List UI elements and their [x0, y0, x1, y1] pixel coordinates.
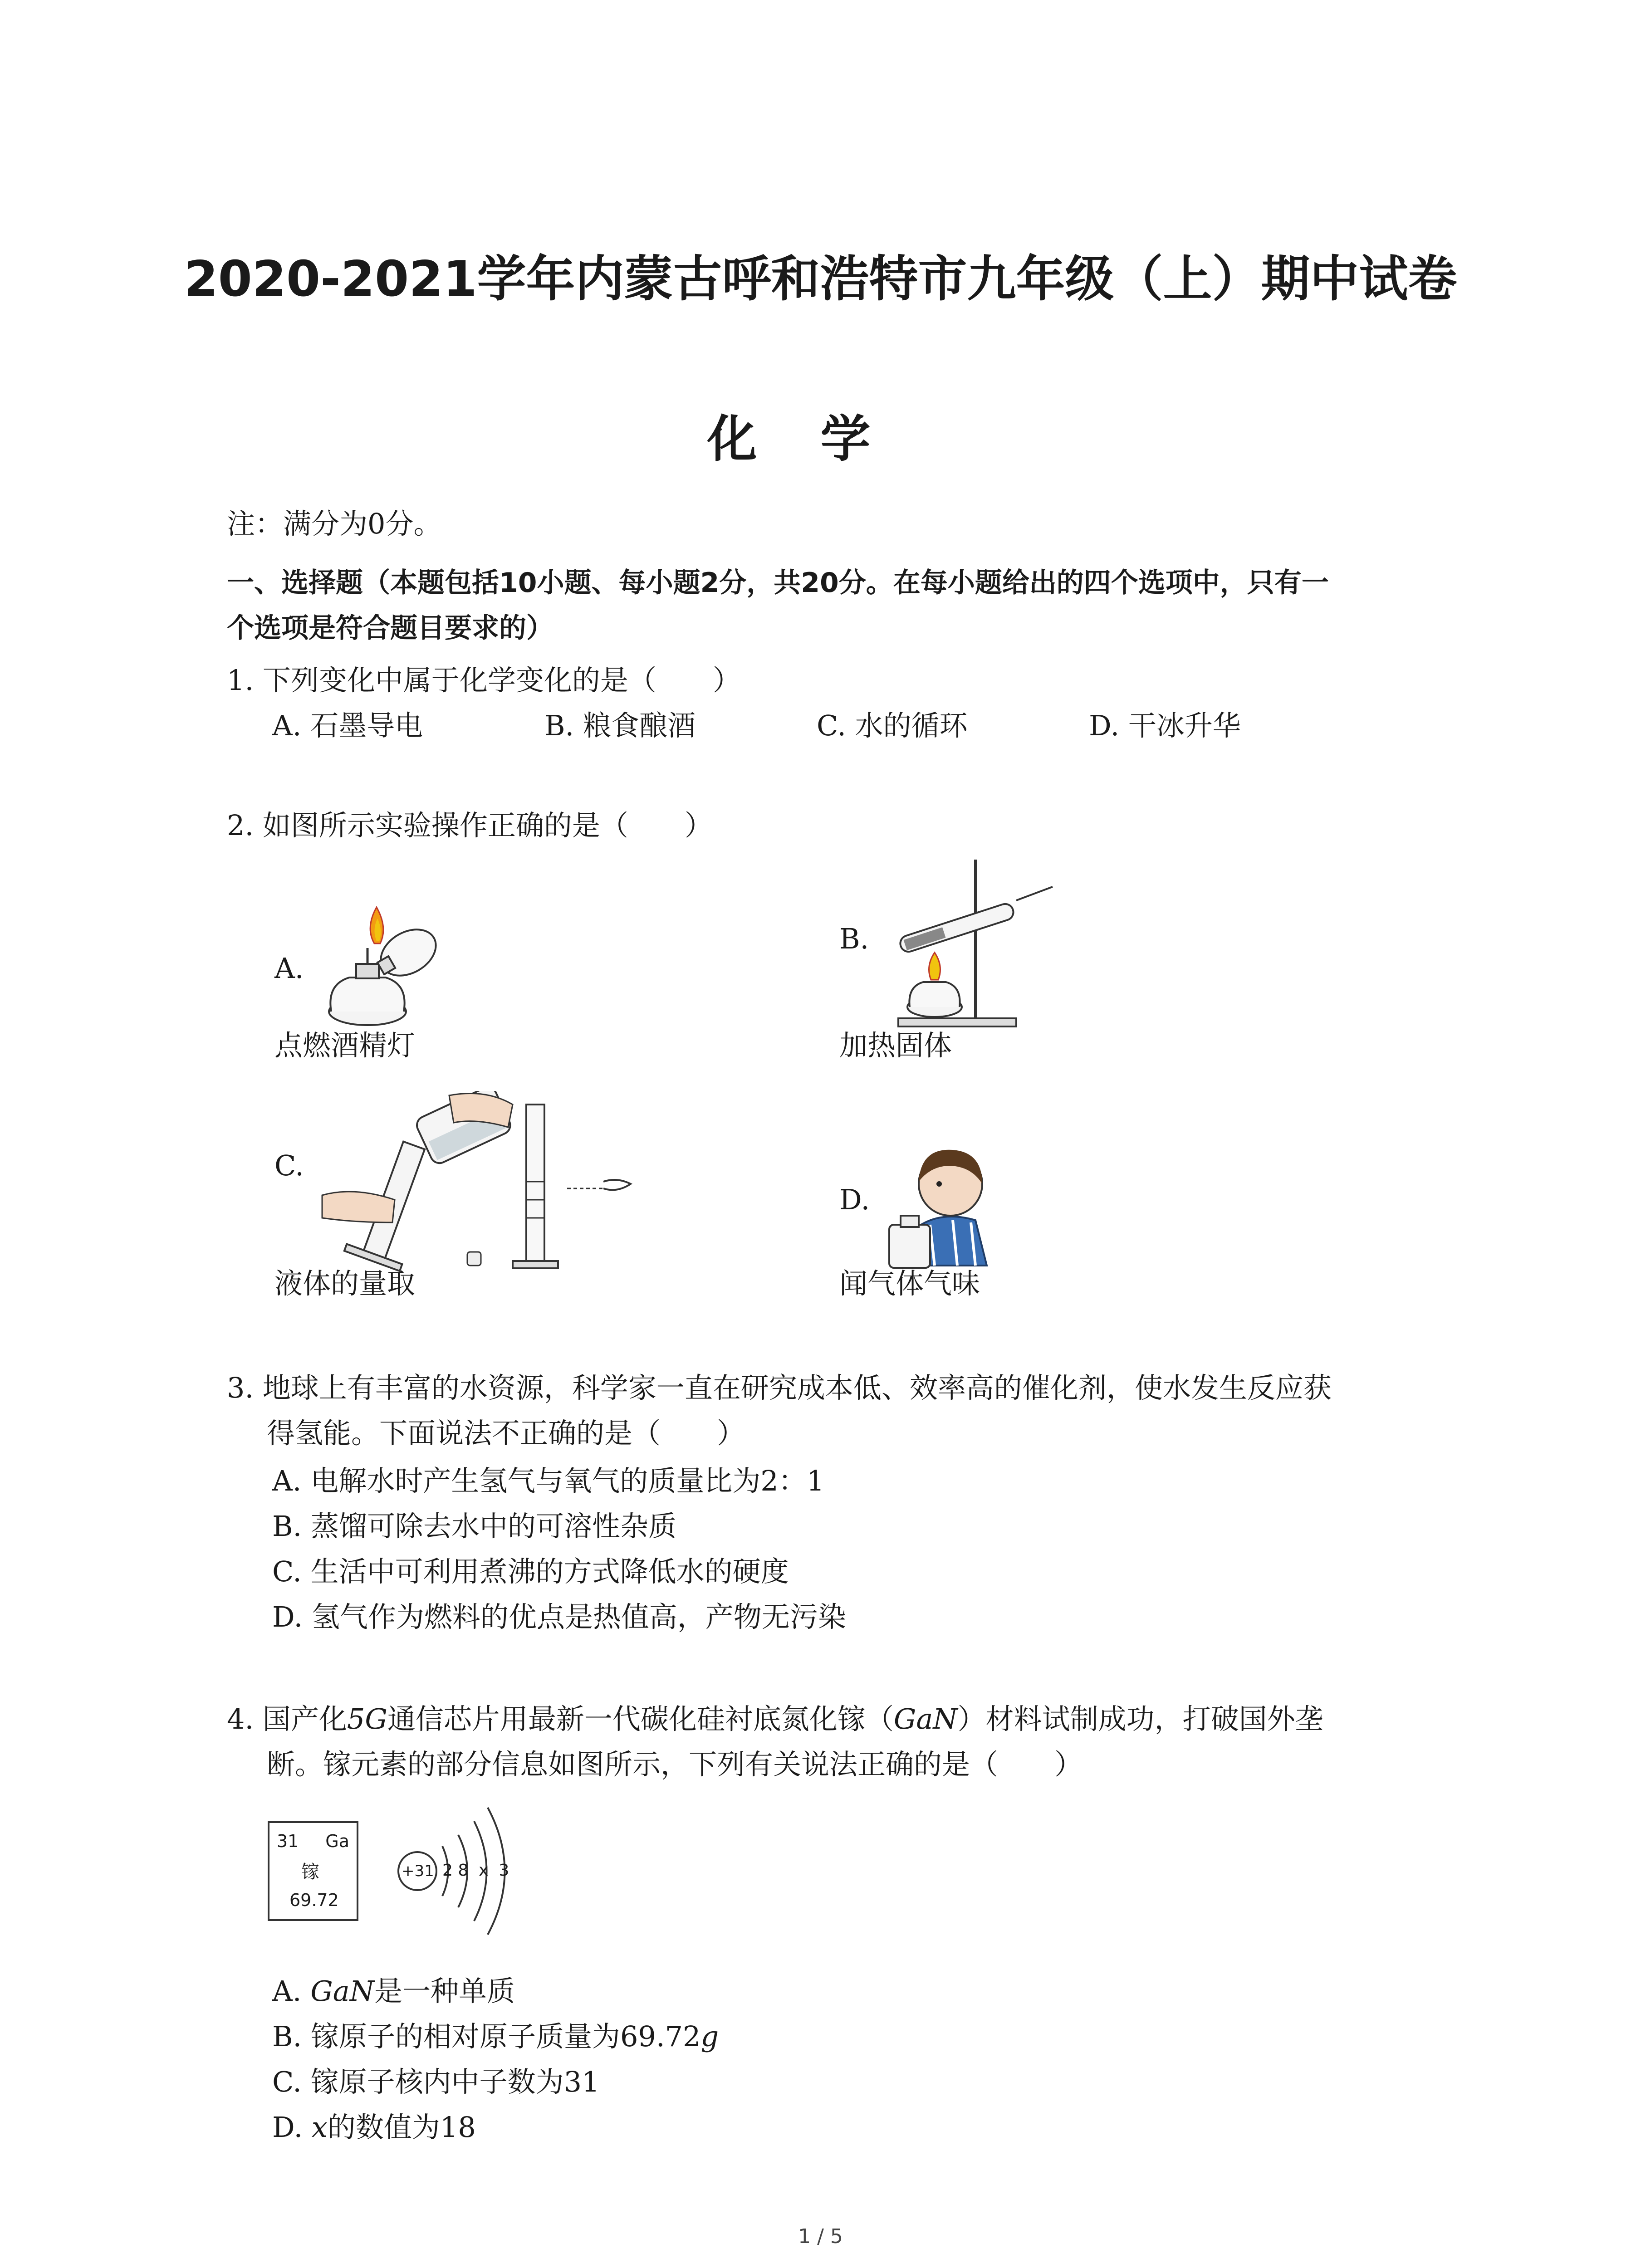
question-4-stem-5g: 5G: [347, 1702, 387, 1735]
score-note: 注：满分为0分。: [227, 507, 442, 540]
smelling-gas-figure: [885, 1134, 1003, 1270]
question-1-stem: 1. 下列变化中属于化学变化的是（ ）: [227, 664, 741, 697]
question-4-option-b: [272, 2014, 719, 2059]
page-number: 1 / 5: [798, 2225, 843, 2248]
element-atomic-number: 31: [277, 1831, 299, 1851]
question-2-option-d-caption: 闻气体气味: [839, 1267, 980, 1300]
question-4-option-a-letter: A.: [272, 1975, 311, 2008]
question-4-option-d-variable: x: [311, 2111, 328, 2144]
section-heading: [227, 560, 1452, 651]
element-mass: 69.72: [289, 1890, 339, 1910]
question-2-option-b-letter: B.: [839, 922, 869, 955]
section-heading-line1: 一、选择题（本题包括10小题、每小题2分，共20分。在每小题给出的四个选项中，只有一: [227, 567, 1329, 599]
subject-title: 化学: [707, 410, 934, 468]
question-1-option-c: C. 水的循环: [817, 709, 968, 742]
question-4-option-c: [272, 2059, 600, 2105]
question-4-option-a: [272, 1969, 515, 2014]
question-3-option-a: A. 电解水时产生氢气与氧气的质量比为2：1: [272, 1464, 825, 1497]
question-4-stem-text-e: ）材料试制成功，打破国外垄: [957, 1702, 1323, 1735]
question-3-stem-line2: 得氢能。下面说法不正确的是（ ）: [267, 1417, 745, 1450]
question-4-option-d-letter: D.: [272, 2111, 312, 2144]
question-3-option-b: B. 蒸馏可除去水中的可溶性杂质: [272, 1510, 676, 1543]
atom-shell-electrons: 2 8 x 3: [442, 1861, 509, 1880]
question-3-option-c: C. 生活中可利用煮沸的方式降低水的硬度: [272, 1555, 789, 1588]
atom-nucleus-charge: +31: [402, 1862, 434, 1880]
question-1-option-d: D. 干冰升华: [1089, 709, 1241, 742]
question-2-option-c-caption: 液体的量取: [274, 1267, 416, 1300]
question-4-option-b-text: B. 镓原子的相对原子质量为69.72: [272, 2020, 701, 2053]
question-2-option-b-caption: 加热固体: [839, 1029, 952, 1062]
question-4-stem-line1: [227, 1696, 1323, 1742]
section-heading-line2: 个选项是符合题目要求的）: [227, 612, 554, 644]
question-2-option-a-caption: 点燃酒精灯: [274, 1029, 416, 1062]
question-3-stem: [227, 1365, 1332, 1456]
question-1-option-a: A. 石墨导电: [272, 709, 423, 742]
question-4-option-d: [272, 2105, 476, 2150]
question-2-option-c-letter: C.: [274, 1149, 304, 1182]
question-4-stem-text-a: 4. 国产化: [227, 1702, 347, 1735]
page-title: 2020-2021学年内蒙古呼和浩特市九年级（上）期中试卷: [184, 251, 1457, 308]
question-3-stem-line1: 3. 地球上有丰富的水资源，科学家一直在研究成本低、效率高的催化剂，使水发生反应获: [227, 1371, 1332, 1404]
liquid-measuring-figure: [313, 1091, 676, 1277]
question-4-stem: [227, 1696, 1323, 1787]
question-4-option-a-text: 是一种单质: [374, 1975, 515, 2008]
question-4-option-b-unit: g: [700, 2020, 719, 2053]
question-4-stem-line2: 断。镓元素的部分信息如图所示，下列有关说法正确的是（ ）: [267, 1748, 1083, 1781]
question-4-option-a-formula: GaN: [310, 1975, 374, 2008]
question-4-option-d-text: 的数值为18: [327, 2111, 476, 2144]
element-name: 镓: [301, 1862, 319, 1882]
question-2-option-a-letter: A.: [274, 952, 304, 985]
question-4-stem-gan: GaN: [893, 1702, 958, 1735]
alcohol-lamp-figure: [299, 903, 445, 1034]
question-2-stem: 2. 如图所示实验操作正确的是（ ）: [227, 809, 713, 842]
question-2-option-d-letter: D.: [839, 1183, 870, 1216]
question-4-stem-text-c: 通信芯片用最新一代碳化硅衬底氮化镓（: [387, 1702, 894, 1735]
heating-solid-figure: [880, 850, 1062, 1032]
question-1-option-b: B. 粮食酿酒: [544, 709, 696, 742]
question-4-option-c-text: C. 镓原子核内中子数为31: [272, 2065, 600, 2098]
element-symbol: Ga: [325, 1831, 349, 1851]
question-3-option-d: D. 氢气作为燃料的优点是热值高，产物无污染: [272, 1600, 846, 1633]
element-card: [268, 1821, 358, 1921]
